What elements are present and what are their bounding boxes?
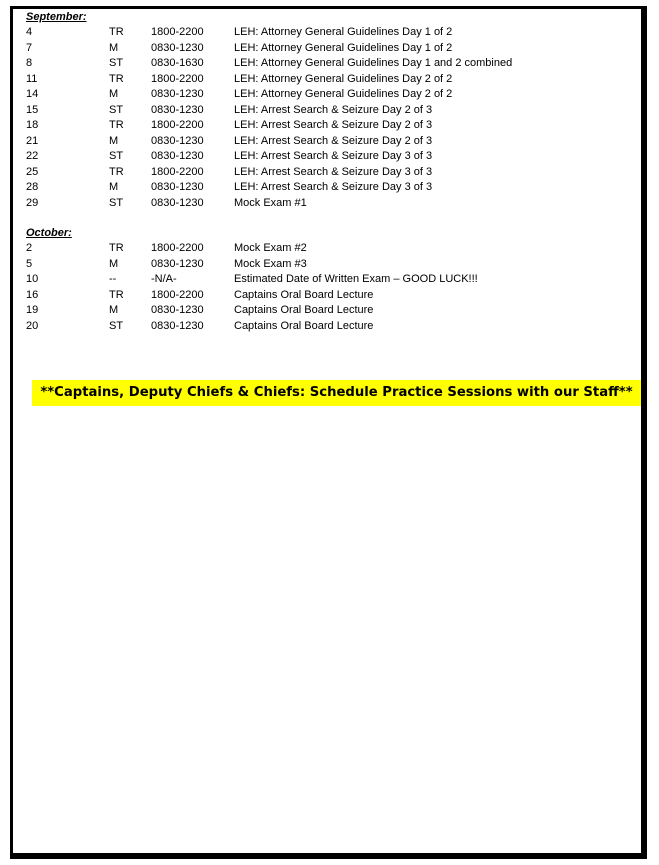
row-code: M xyxy=(109,304,119,316)
row-time: 1800-2200 xyxy=(151,165,204,178)
row-description: LEH: Attorney General Guidelines Day 2 of 2 xyxy=(234,72,453,85)
row-time: 0830-1230 xyxy=(151,319,204,332)
row-time: 0830-1230 xyxy=(151,181,204,193)
row-day: 4 xyxy=(26,26,33,38)
row-code: M xyxy=(109,88,119,100)
row-day: 2 xyxy=(26,242,33,254)
schedule-row xyxy=(26,196,626,212)
row-time: 0830-1230 xyxy=(151,41,204,54)
schedule-row xyxy=(26,303,626,319)
row-description: Estimated Date of Written Exam – GOOD LUCK!!! xyxy=(234,273,478,285)
row-day: 7 xyxy=(26,41,33,54)
row-code: TR xyxy=(109,72,124,85)
row-day: 8 xyxy=(26,57,33,69)
row-day: 25 xyxy=(26,165,39,178)
schedule xyxy=(26,10,626,334)
row-day: 16 xyxy=(26,288,39,301)
row-code: ST xyxy=(109,57,124,69)
october-heading: October: xyxy=(26,227,72,239)
row-time: 0830-1230 xyxy=(151,103,204,116)
row-description: LEH: Arrest Search & Seizure Day 3 of 3 xyxy=(234,150,433,162)
row-description: LEH: Arrest Search & Seizure Day 2 of 3 xyxy=(234,119,433,131)
row-description: Mock Exam #2 xyxy=(234,242,307,254)
row-time: 0830-1630 xyxy=(151,57,204,69)
row-code: ST xyxy=(109,196,124,209)
section-spacer xyxy=(26,211,626,226)
row-description: LEH: Arrest Search & Seizure Day 3 of 3 xyxy=(234,165,433,178)
row-time: -N/A- xyxy=(151,273,177,285)
row-day: 10 xyxy=(26,273,39,285)
row-description: LEH: Attorney General Guidelines Day 1 of 2 xyxy=(234,26,453,38)
row-time: 0830-1230 xyxy=(151,88,204,100)
schedule-row xyxy=(26,288,626,304)
row-time: 1800-2200 xyxy=(151,288,204,301)
row-time: 1800-2200 xyxy=(151,26,204,38)
row-day: 22 xyxy=(26,150,39,162)
row-day: 15 xyxy=(26,103,39,116)
row-day: 29 xyxy=(26,196,39,209)
row-description: LEH: Attorney General Guidelines Day 2 of 2 xyxy=(234,88,453,100)
schedule-row xyxy=(26,72,626,88)
practice-sessions-notice: **Captains, Deputy Chiefs & Chiefs: Schedule Practice Sessions with our Staff** xyxy=(32,380,641,406)
row-code: ST xyxy=(109,150,124,162)
schedule-row xyxy=(26,87,626,103)
row-description: Captains Oral Board Lecture xyxy=(234,319,374,332)
row-time: 0830-1230 xyxy=(151,196,204,209)
october-rows xyxy=(26,241,626,334)
row-description: Captains Oral Board Lecture xyxy=(234,288,374,301)
schedule-row xyxy=(26,25,626,41)
row-description: Mock Exam #3 xyxy=(234,257,307,270)
row-description: LEH: Attorney General Guidelines Day 1 of 2 xyxy=(234,41,453,54)
row-day: 14 xyxy=(26,88,39,100)
row-time: 1800-2200 xyxy=(151,119,204,131)
row-code: ST xyxy=(109,103,124,116)
row-description: LEH: Attorney General Guidelines Day 1 and 2 combined xyxy=(234,57,513,69)
schedule-row xyxy=(26,257,626,273)
schedule-row xyxy=(26,241,626,257)
row-code: ST xyxy=(109,319,124,332)
row-time: 0830-1230 xyxy=(151,150,204,162)
row-description: LEH: Arrest Search & Seizure Day 3 of 3 xyxy=(234,181,433,193)
row-code: TR xyxy=(109,165,124,178)
schedule-row xyxy=(26,165,626,181)
schedule-row xyxy=(26,56,626,72)
row-day: 19 xyxy=(26,304,39,316)
september-rows xyxy=(26,25,626,211)
row-code: M xyxy=(109,257,119,270)
schedule-row xyxy=(26,319,626,335)
schedule-row xyxy=(26,272,626,288)
row-time: 0830-1230 xyxy=(151,134,204,147)
row-code: TR xyxy=(109,26,124,38)
row-description: LEH: Arrest Search & Seizure Day 2 of 3 xyxy=(234,103,433,116)
row-code: M xyxy=(109,181,119,193)
row-day: 18 xyxy=(26,119,39,131)
row-description: Mock Exam #1 xyxy=(234,196,307,209)
row-day: 20 xyxy=(26,319,39,332)
row-day: 21 xyxy=(26,134,39,147)
schedule-row xyxy=(26,118,626,134)
row-code: M xyxy=(109,134,119,147)
row-time: 0830-1230 xyxy=(151,304,204,316)
row-day: 11 xyxy=(26,72,38,85)
row-description: LEH: Arrest Search & Seizure Day 2 of 3 xyxy=(234,134,433,147)
row-code: TR xyxy=(109,288,124,301)
schedule-row xyxy=(26,103,626,119)
row-code: TR xyxy=(109,119,124,131)
row-time: 0830-1230 xyxy=(151,257,204,270)
row-code: TR xyxy=(109,242,124,254)
schedule-row xyxy=(26,180,626,196)
row-time: 1800-2200 xyxy=(151,242,204,254)
row-day: 5 xyxy=(26,257,33,270)
schedule-row xyxy=(26,134,626,150)
schedule-row xyxy=(26,149,626,165)
row-time: 1800-2200 xyxy=(151,72,204,85)
row-description: Captains Oral Board Lecture xyxy=(234,304,374,316)
row-day: 28 xyxy=(26,181,39,193)
september-heading: September: xyxy=(26,11,87,23)
row-code: -- xyxy=(109,273,117,285)
schedule-row xyxy=(26,41,626,57)
row-code: M xyxy=(109,41,119,54)
